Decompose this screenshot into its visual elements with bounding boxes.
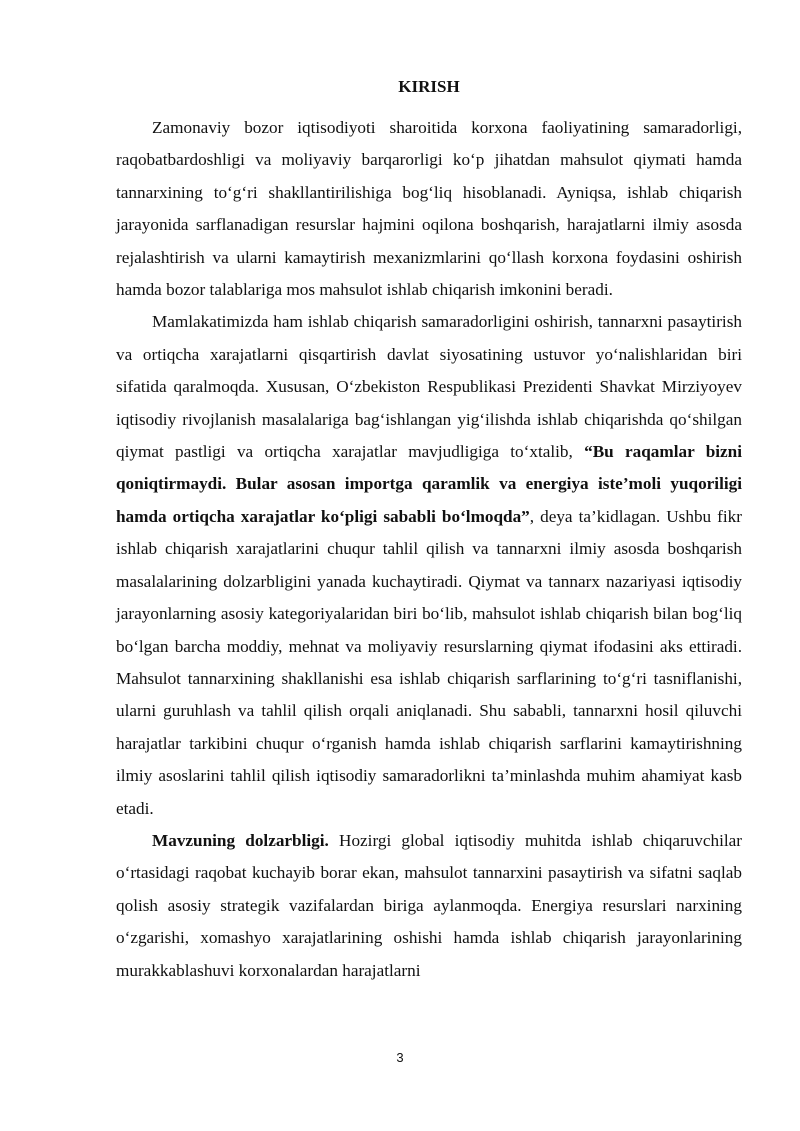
- paragraph-policy: [116, 306, 742, 825]
- page-number: 3: [396, 1050, 404, 1065]
- page-title: KIRISH: [398, 77, 460, 96]
- paragraph-relevance: [116, 825, 742, 987]
- paragraph-intro: Zamonaviy bozor iqtisodiyoti sharoitida korxona faoliyatining samaradorligi, raqobatbardoshligi va moliyaviy barqarorligi koʻp jihatdan mahsulot qiymati hamda tannarxining toʻgʻri shakllantirilishiga bogʻliq hisoblanadi. Ayniqsa, ishlab chiqarish jarayonida sarflanadigan resurslar hajmini oqilona boshqarish, harajatlarni ilmiy asosda rejalashtirish va ularni kamaytirish mexanizmlarini qoʻllash korxona foydasini oshirish hamda bozor talablariga mos mahsulot ishlab chiqarish imkonini beradi.: [116, 118, 742, 300]
- relevance-text: Hozirgi global iqtisodiy muhitda ishlab chiqaruvchilar oʻrtasidagi raqobat kuchayib borar ekan, mahsulot tannarxini pasaytirish va sifatni saqlab qolish asosiy strategik vazifalardan biriga aylanmoqda. Energiya resurslari narxining oʻzgarishi, xomashyo xarajatlarining oshishi hamda ishlab chiqarish jarayonlarining murakkablashuvi korxonalardan harajatlarni: [116, 830, 742, 980]
- president-quote: “Bu raqamlar bizni qoniqtirmaydi. Bular asosan importga qaramlik va energiya iste’moli yuqoriligi hamda ortiqcha xarajatlar koʻpligi sababli boʻlmoqda”: [116, 442, 742, 526]
- paragraph-policy-end: , deya ta’kidlagan. Ushbu fikr ishlab chiqarish xarajatlarini chuqur tahlil qilish va tannarxni ilmiy asosda boshqarish masalalarining dolzarbligini yanada kuchaytiradi. Qiymat va tannarx nazariyasi iqtisodiy jarayonlarning asosiy kategoriyalaridan biri boʻlib, mahsulot ishlab chiqarish bilan bogʻliq boʻlgan barcha moddiy, mehnat va moliyaviy resurslarning qiymat ifodasini aks ettiradi. Mahsulot tannarxining shakllanishi esa ishlab chiqarish sarflarining toʻgʻri tasniflanishi, ularni guruhlash va tahlil qilish orqali aniqlanadi. Shu sababli, tannarxni hosil qiluvchi harajatlar tarkibini chuqur oʻrganish hamda ishlab chiqarish sarflarini kamaytirishning ilmiy asoslarini tahlil qilish iqtisodiy samaradorlikni ta’minlashda muhim ahamiyat kasb etadi.: [116, 506, 742, 818]
- relevance-heading: Mavzuning dolzarbligi.: [152, 830, 329, 850]
- paragraph-policy-start: Mamlakatimizda ham ishlab chiqarish samaradorligini oshirish, tannarxni pasaytirish va ortiqcha xarajatlarni qisqartirish davlat siyosatining ustuvor yoʻnalishlaridan biri sifatida qaralmoqda. Xususan, Oʻzbekiston Respublikasi Prezidenti Shavkat Mirziyoyev iqtisodiy rivojlanish masalalariga bagʻishlangan yigʻilishda ishlab chiqarishda qoʻshilgan qiymat pastligi va ortiqcha xarajatlar mavjudligiga toʻxtalib,: [116, 312, 742, 462]
- document-body: [116, 112, 742, 987]
